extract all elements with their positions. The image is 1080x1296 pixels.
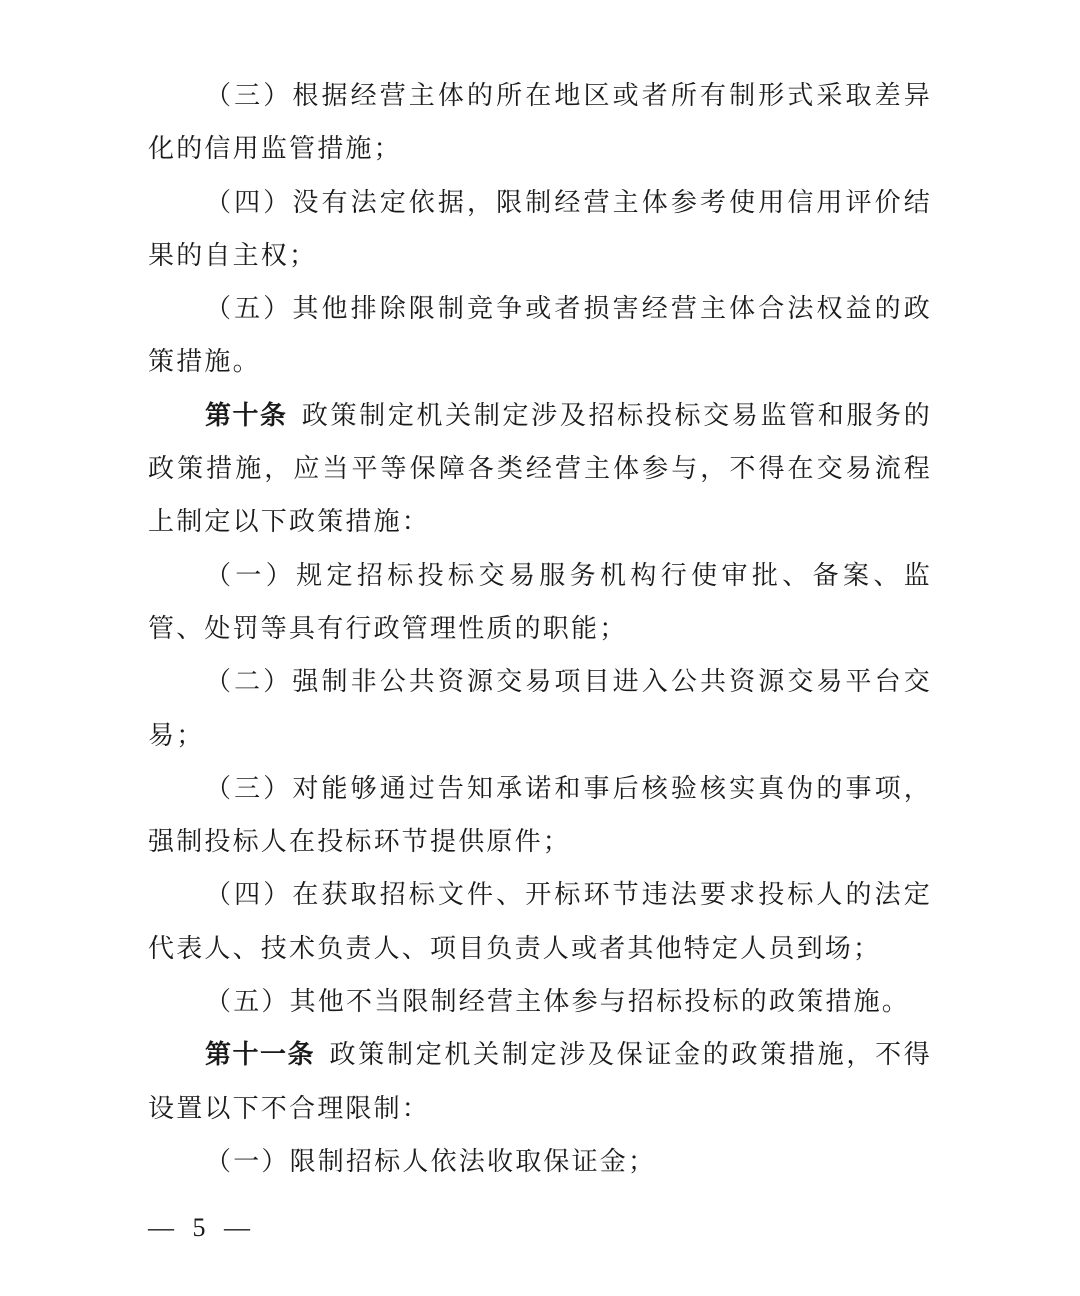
paragraph-5: （一）规定招标投标交易服务机构行使审批、备案、监管、处罚等具有行政管理性质的职能；	[148, 560, 932, 644]
paragraph-3: （五）其他排除限制竞争或者损害经营主体合法权益的政策措施。	[148, 294, 932, 378]
page-number: — 5 —	[148, 1213, 256, 1242]
paragraph-1: （三）根据经营主体的所在地区或者所有制形式采取差异化的信用监管措施；	[148, 81, 932, 165]
paragraph-7: （三）对能够通过告知承诺和事后核验核实真伪的事项，强制投标人在投标环节提供原件；	[148, 773, 932, 858]
paragraph-11: （一）限制招标人依法收取保证金；	[205, 1146, 657, 1177]
paragraph-9: （五）其他不当限制经营主体参与招标投标的政策措施。	[205, 987, 911, 1018]
article-number: 第十条	[205, 400, 288, 431]
article-11-paragraph: 第十一条 政策制定机关制定涉及保证金的政策措施，不得设置以下不合理限制：	[148, 1040, 932, 1124]
article-number: 第十一条	[205, 1040, 316, 1071]
paragraph-6: （二）强制非公共资源交易项目进入公共资源交易平台交易；	[148, 667, 932, 751]
document-body	[148, 70, 932, 1189]
article-10-paragraph: 第十条 政策制定机关制定涉及招标投标交易监管和服务的政策措施，应当平等保障各类经营主体参与，不得在交易流程上制定以下政策措施：	[148, 400, 932, 538]
paragraph-8: （四）在获取招标文件、开标环节违法要求投标人的法定代表人、技术负责人、项目负责人或者其他特定人员到场；	[148, 880, 932, 964]
paragraph-2: （四）没有法定依据，限制经营主体参考使用信用评价结果的自主权；	[148, 187, 932, 271]
